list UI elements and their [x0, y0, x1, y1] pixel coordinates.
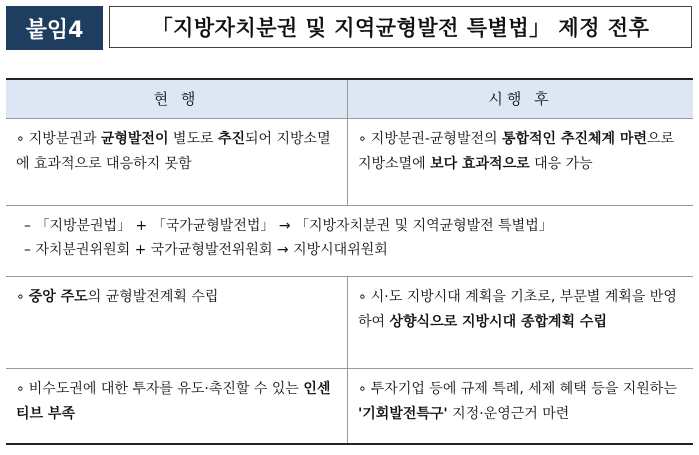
merge-line-laws: – 「지방분권법」 + 「국가균형발전법」 → 「지방자치분권 및 지역균형발전 특별법」: [24, 218, 553, 234]
comparison-table: [6, 78, 693, 445]
bullet-icon: ∘: [16, 381, 25, 397]
table-row-merged: [6, 206, 693, 277]
emphasis-text: '기회발전특구': [358, 406, 448, 422]
merge-line-committees: – 자치분권위원회 + 국가균형발전위원회 → 지방시대위원회: [24, 242, 388, 258]
after-cell: [348, 277, 693, 368]
table-row: [6, 277, 693, 369]
table-row: [6, 369, 693, 443]
merged-cell: [6, 206, 693, 276]
current-cell: [6, 277, 348, 368]
text-span: 으로 지방소멸에: [358, 131, 675, 172]
current-cell: [6, 369, 348, 443]
text-span: 지방분권과: [28, 131, 101, 147]
header: [0, 0, 699, 56]
text-span: 되어 지방소멸에 효과적으로 대응하지 못함: [16, 131, 331, 172]
current-cell: [6, 119, 348, 205]
bullet-icon: ∘: [16, 131, 25, 147]
page-title: 「지방자치분권 및 지역균형발전 특별법」 제정 전후: [109, 6, 692, 48]
attachment-badge: 붙임4: [6, 6, 103, 50]
text-span: 투자기업 등에 규제 특례, 세제 혜택 등을 지원하는: [370, 381, 677, 397]
emphasis-text: 중앙 주도: [28, 289, 88, 305]
after-cell: [348, 119, 693, 205]
column-header-after: 시행 후: [348, 80, 693, 118]
bullet-icon: ∘: [358, 381, 367, 397]
text-span: 의 균형발전계획 수립: [87, 289, 219, 305]
text-span: 대응 가능: [529, 156, 593, 172]
bullet-icon: ∘: [358, 289, 367, 305]
after-cell: [348, 369, 693, 443]
table-row: [6, 119, 693, 206]
column-header-current: 현 행: [6, 80, 348, 118]
emphasis-text: 상향식으로 지방시대 종합계획 수립: [389, 314, 607, 330]
emphasis-text: 추진: [217, 131, 246, 147]
text-span: 시·도 지방시대 계획을 기초로, 부문별 계획을 반영하여: [358, 289, 677, 330]
text-span: 지정·운영근거 마련: [447, 406, 570, 422]
emphasis-text: 균형발전이: [100, 131, 169, 147]
text-span: 비수도권에 대한 투자를 유도·촉진할 수 있는: [28, 381, 304, 397]
emphasis-text: 보다 효과적으로: [430, 156, 530, 172]
bullet-icon: ∘: [358, 131, 367, 147]
bullet-icon: ∘: [16, 289, 25, 305]
text-span: 별도로: [168, 131, 218, 147]
emphasis-text: 통합적인 추진체계 마련: [501, 131, 647, 147]
emphasis-text: 인센티브 부족: [16, 381, 331, 422]
text-span: 지방분권-균형발전의: [370, 131, 502, 147]
table-header-row: [6, 80, 693, 119]
